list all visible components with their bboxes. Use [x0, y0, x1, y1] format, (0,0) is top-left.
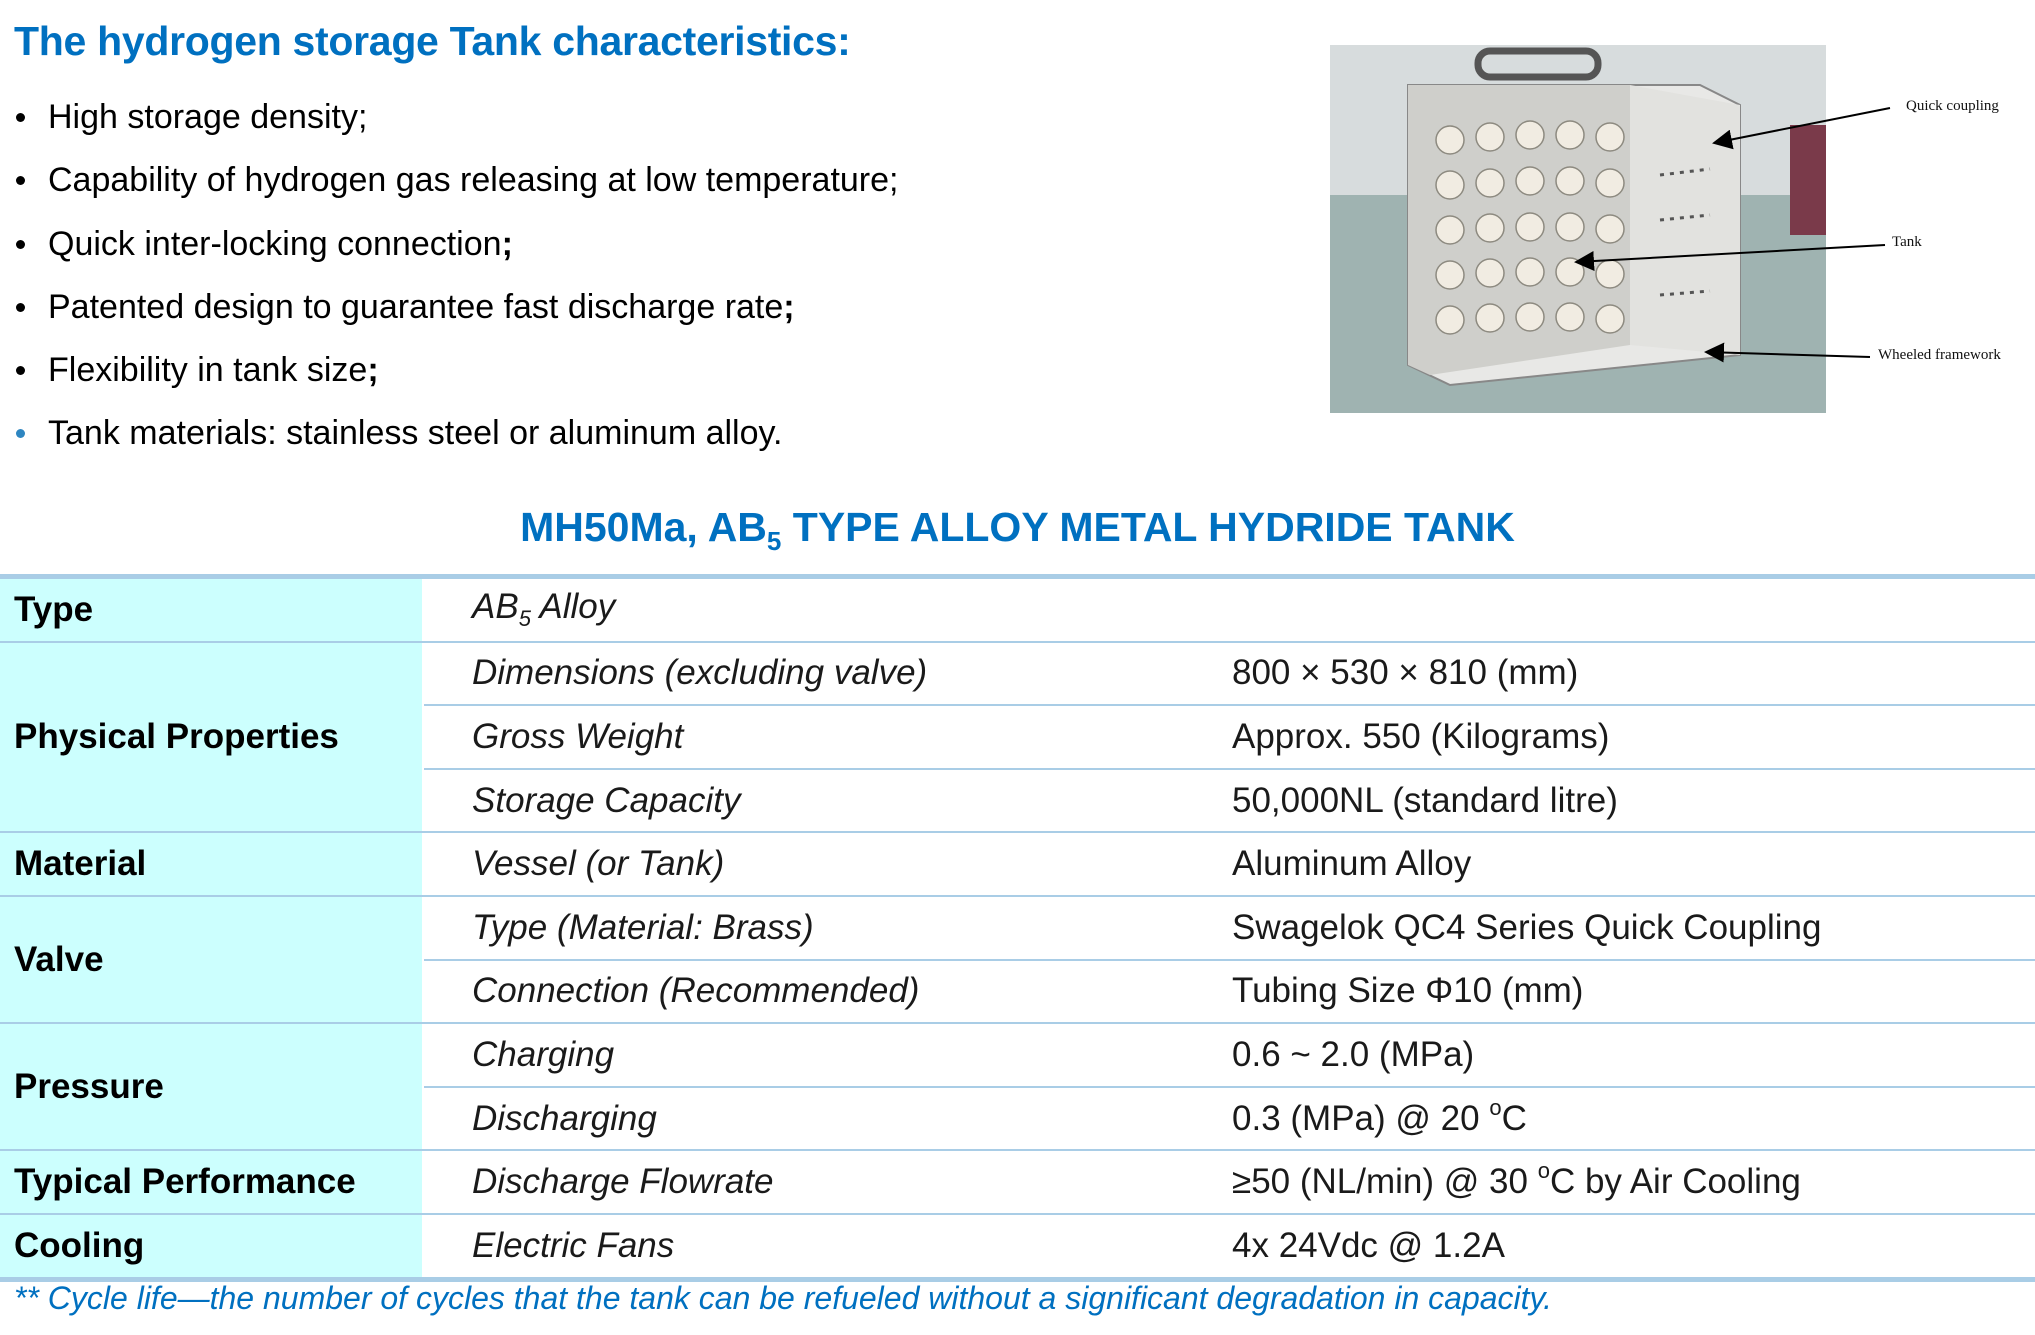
value-cell: 4x 24Vdc @ 1.2A	[1184, 1214, 2035, 1279]
value-cell: Approx. 550 (Kilograms)	[1184, 705, 2035, 769]
category-cell: Type	[0, 577, 423, 642]
category-cell: Valve	[0, 896, 423, 1023]
category-cell: Pressure	[0, 1023, 423, 1150]
page-title: The hydrogen storage Tank characteristics:	[14, 18, 851, 64]
value-cell: Swagelok QC4 Series Quick Coupling	[1184, 896, 2035, 960]
bullet-icon	[16, 303, 25, 312]
bullet-icon	[16, 429, 25, 438]
category-cell: Cooling	[0, 1214, 423, 1279]
table-row	[0, 896, 2035, 960]
category-cell: Typical Performance	[0, 1150, 423, 1214]
property-cell: Type (Material: Brass)	[423, 896, 1184, 960]
table-row	[0, 577, 2035, 642]
table-row	[0, 1023, 2035, 1087]
value-cell: Tubing Size Φ10 (mm)	[1184, 960, 2035, 1024]
spec-table	[0, 574, 2035, 1282]
value-cell: ≥50 (NL/min) @ 30 $^o$C by Air Cooling	[1184, 1150, 2035, 1214]
table-row	[0, 642, 2035, 706]
list-item: Capability of hydrogen gas releasing at low temperature;	[14, 155, 898, 218]
value-cell: 50,000NL (standard litre)	[1184, 769, 2035, 833]
bullet-icon	[16, 113, 25, 122]
table-row	[0, 1214, 2035, 1279]
value-cell: 800 × 530 × 810 (mm)	[1184, 642, 2035, 706]
table-row	[0, 1150, 2035, 1214]
property-cell: Dimensions (excluding valve)	[423, 642, 1184, 706]
list-item: Tank materials: stainless steel or aluminum alloy.	[14, 408, 898, 471]
property-cell: Charging	[423, 1023, 1184, 1087]
property-cell: Electric Fans	[423, 1214, 1184, 1279]
category-cell: Physical Properties	[0, 642, 423, 833]
property-cell: Connection (Recommended)	[423, 960, 1184, 1024]
property-cell: Gross Weight	[423, 705, 1184, 769]
value-cell: Aluminum Alloy	[1184, 832, 2035, 896]
bullet-icon	[16, 176, 25, 185]
category-cell: Material	[0, 832, 423, 896]
property-cell: Discharging	[423, 1087, 1184, 1151]
property-cell: Discharge Flowrate	[423, 1150, 1184, 1214]
bullet-icon	[16, 240, 25, 249]
callout-wheeled-framework: Wheeled framework	[1878, 347, 2001, 363]
value-cell: 0.3 (MPa) @ 20 $^o$C	[1184, 1087, 2035, 1151]
table-title: MH50Ma, $AB_5$ TYPE ALLOY METAL HYDRIDE TANK	[520, 504, 1515, 557]
property-cell: $AB_5$ Alloy	[423, 577, 2035, 642]
list-item: Patented design to guarantee fast discharge rate;	[14, 282, 898, 345]
list-item: High storage density;	[14, 92, 898, 155]
list-item: Flexibility in tank size;	[14, 345, 898, 408]
tank-illustration	[1330, 45, 1826, 413]
bullet-icon	[16, 366, 25, 375]
property-cell: Vessel (or Tank)	[423, 832, 1184, 896]
property-cell: Storage Capacity	[423, 769, 1184, 833]
footnote: ** Cycle life—the number of cycles that the tank can be refueled without a significant degradation in capacity.	[14, 1280, 1553, 1316]
tank-photo	[1330, 45, 1826, 413]
table-row	[0, 832, 2035, 896]
list-item: Quick inter-locking connection;	[14, 219, 898, 282]
value-cell: 0.6 ~ 2.0 (MPa)	[1184, 1023, 2035, 1087]
callout-tank: Tank	[1892, 234, 1922, 250]
characteristics-list	[14, 92, 898, 472]
callout-quick-coupling: Quick coupling	[1906, 98, 1999, 114]
